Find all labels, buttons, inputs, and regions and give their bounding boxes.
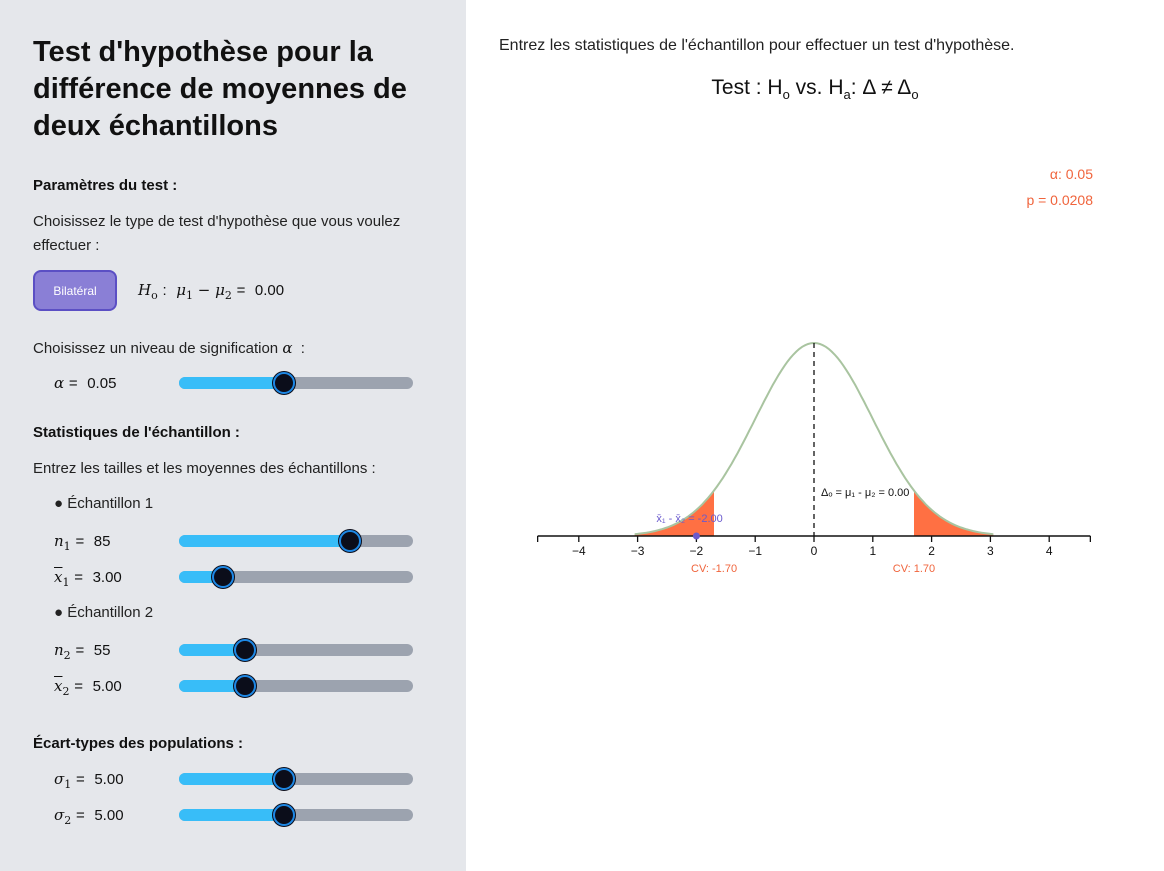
n1-readout: $n_1 = 85$ — [54, 532, 111, 553]
h0-equation: $H_o$ : $\mu_1 - \mu_2 = 0.00$ — [138, 281, 285, 302]
pop-sd-heading: Écart-types des populations : — [33, 735, 244, 752]
xbar1-value: 3.00 — [92, 569, 122, 586]
choose-alpha-text: Choisissez un niveau de signification α : — [33, 339, 305, 357]
sigma2-value: 5.00 — [94, 807, 124, 824]
choose-type-text: Choisissez le type de test d'hypothèse que vous voulez effectuer : — [33, 213, 401, 254]
xbar2-readout: $\overline{x}_2 = 5.00$ — [54, 677, 122, 698]
observed-difference-label: x̄₁ - x̄₂ = -2.00 — [656, 513, 723, 525]
intro-text: Entrez les statistiques de l'échantillon pour effectuer un test d'hypothèse. — [499, 37, 1015, 54]
xbar1-slider[interactable] — [179, 571, 413, 583]
x-tick-label: −3 — [630, 544, 645, 558]
n1-value: 85 — [93, 533, 111, 550]
cv-right-label: CV: 1.70 — [892, 563, 936, 575]
sample2-label: ● Échantillon 2 — [54, 604, 154, 621]
h0-value: 0.00 — [254, 282, 285, 299]
sigma1-readout: $\sigma_1 = 5.00$ — [54, 770, 124, 791]
x-tick-label: 4 — [1045, 544, 1053, 558]
sigma2-slider[interactable] — [179, 809, 413, 821]
x-tick-label: −1 — [748, 544, 763, 558]
slider-fill — [179, 377, 284, 389]
alpha-slider[interactable] — [179, 377, 413, 389]
sample-stats-heading: Statistiques de l'échantillon : — [33, 424, 240, 441]
observed-difference-point — [693, 533, 700, 540]
slider-fill — [179, 535, 350, 547]
sigma1-slider[interactable] — [179, 773, 413, 785]
alpha-label: α: 0.05 — [1049, 166, 1093, 182]
enter-sizes-text: Entrez les tailles et les moyennes des échantillons : — [33, 460, 376, 477]
xbar2-slider[interactable] — [179, 680, 413, 692]
right-rejection-tail — [914, 491, 993, 537]
choose-alpha-label: Choisissez un niveau de signification — [33, 340, 279, 357]
test-title-part: Test : H — [711, 76, 783, 99]
test-params-heading: Paramètres du test : — [33, 177, 178, 194]
x-tick-label: −4 — [571, 544, 586, 558]
sample1-label: ● Échantillon 1 — [54, 495, 154, 512]
x-tick-label: 1 — [869, 544, 877, 558]
xbar1-readout: $\overline{x}_1 = 3.00$ — [54, 568, 122, 589]
test-title-part: vs. H — [789, 76, 844, 99]
bilateral-button[interactable]: Bilatéral — [33, 270, 117, 311]
test-title-sub: o — [782, 87, 790, 103]
x-axis-ticks — [538, 536, 1091, 558]
n2-readout: $n_2 = 55$ — [54, 641, 111, 662]
cv-left-label: CV: -1.70 — [691, 563, 738, 575]
test-title — [500, 76, 1130, 102]
n2-value: 55 — [93, 642, 111, 659]
page-title: Test d'hypothèse pour la différence de moyennes de deux échantillons — [33, 36, 407, 142]
n1-slider[interactable] — [179, 535, 413, 547]
x-tick-label: 0 — [810, 544, 818, 558]
alpha-readout: α = 0.05 — [54, 374, 117, 392]
slider-thumb[interactable] — [234, 639, 256, 661]
slider-fill — [179, 773, 284, 785]
test-title-sub: o — [911, 87, 919, 103]
sigma2-readout: $\sigma_2 = 5.00$ — [54, 806, 124, 827]
x-tick-label: 3 — [987, 544, 994, 558]
x-tick-label: 2 — [928, 544, 935, 558]
distribution-chart — [466, 300, 1164, 600]
slider-thumb[interactable] — [339, 530, 361, 552]
test-title-part: : Δ ≠ Δ — [850, 76, 912, 99]
sigma1-value: 5.00 — [94, 771, 124, 788]
test-title-sub: a — [843, 87, 851, 103]
null-hypothesis-label: Δₒ = μ₁ - μ₂ = 0.00 — [821, 487, 910, 499]
slider-thumb[interactable] — [234, 675, 256, 697]
slider-fill — [179, 809, 284, 821]
n2-slider[interactable] — [179, 644, 413, 656]
p-value-label: p = 0.0208 — [1026, 192, 1093, 208]
x-tick-label: −2 — [689, 544, 704, 558]
alpha-value: 0.05 — [87, 375, 117, 392]
xbar2-value: 5.00 — [92, 678, 122, 695]
